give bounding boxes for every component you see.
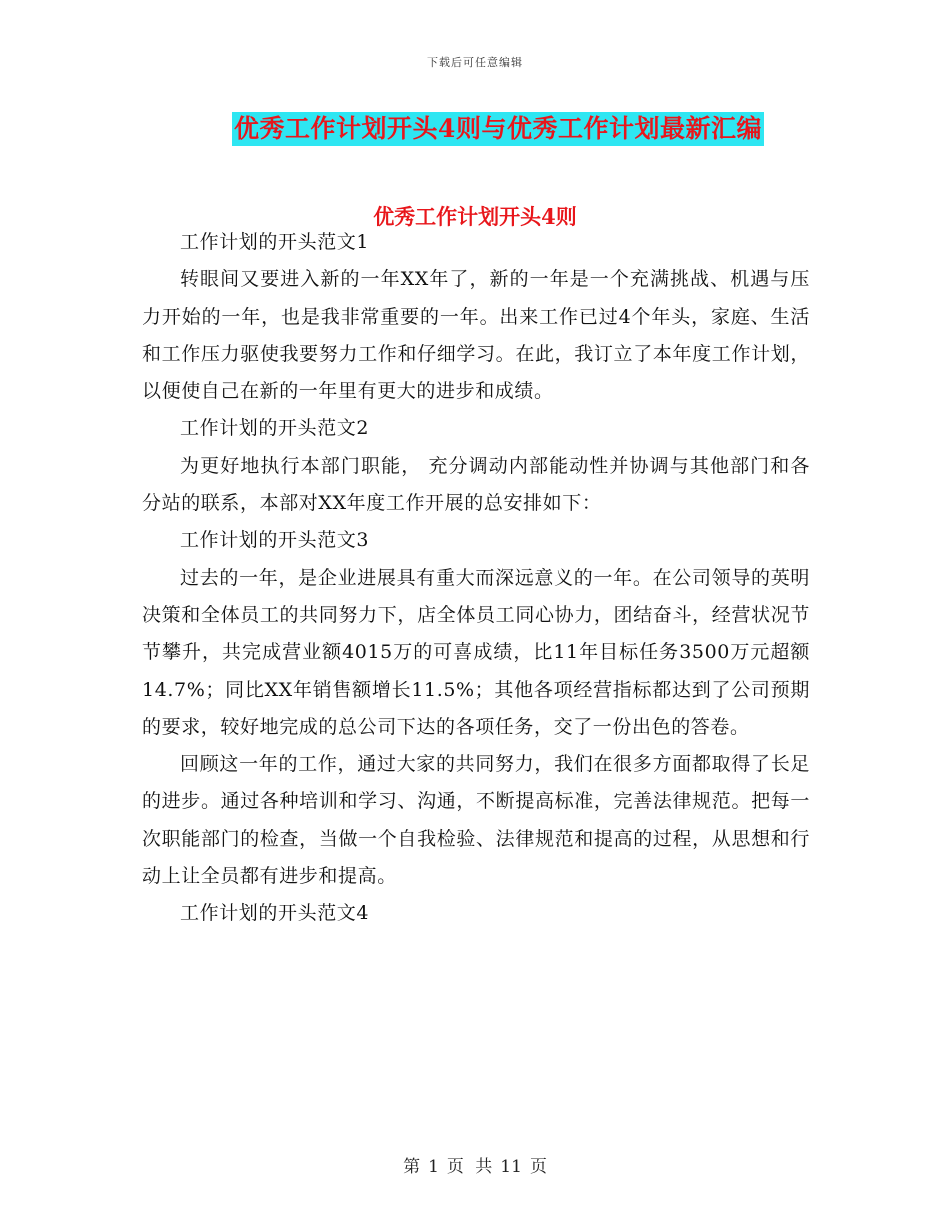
page-label-mid: 页 共: [446, 1157, 493, 1177]
section-title: 优秀工作计划开头4则: [373, 204, 577, 229]
paragraph-1: 转眼间又要进入新的一年XX年了，新的一年是一个充满挑战、机遇与压力开始的一年，也是我非常重要的一年。出来工作已过4个年头，家庭、生活和工作压力驱使我要努力工作和仔细学习。在此，我订立了本年度工作计划，以便使自己在新的一年里有更大的进步和成绩。: [142, 268, 810, 403]
paragraph-heading-2: 工作计划的开头范文2: [180, 417, 370, 440]
document-title: 优秀工作计划开头4则与优秀工作计划最新汇编: [232, 112, 764, 146]
paragraph-2: 为更好地执行本部门职能， 充分调动内部能动性并协调与其他部门和各分站的联系，本部对XX年度工作开展的总安排如下：: [142, 454, 810, 515]
paragraph-heading-3: 工作计划的开头范文3: [180, 529, 370, 552]
paragraph-3: 过去的一年，是企业进展具有重大而深远意义的一年。在公司领导的英明决策和全体员工的共同努力下，店全体员工同心协力，团结奋斗，经营状况节节攀升，共完成营业额4015万的可喜成绩，比11年目标任务3500万元超额14.7%；同比XX年销售额增长11.5%；其他各项经营指标都达到了公司预期的要求，较好地完成的总公司下达的各项任务，交了一份出色的答卷。: [142, 566, 810, 738]
page-label-suffix: 页: [529, 1157, 547, 1177]
page-current: 1: [428, 1157, 439, 1177]
page-total: 11: [500, 1157, 522, 1177]
main-title-container: [0, 112, 950, 146]
paragraph-4: 回顾这一年的工作，通过大家的共同努力，我们在很多方面都取得了长足的进步。通过各种培训和学习、沟通，不断提高标准，完善法律规范。把每一次职能部门的检查，当做一个自我检验、法律规范和提高的过程，从思想和行动上让全员都有进步和提高。: [142, 753, 810, 888]
document-body: [142, 224, 810, 933]
paragraph-heading-4: 工作计划的开头范文4: [180, 902, 370, 925]
page-label-prefix: 第: [403, 1157, 421, 1177]
paragraph-heading-1: 工作计划的开头范文1: [180, 231, 370, 253]
page-footer: [0, 1152, 950, 1177]
header-note: 下载后可任意编辑: [427, 56, 523, 69]
